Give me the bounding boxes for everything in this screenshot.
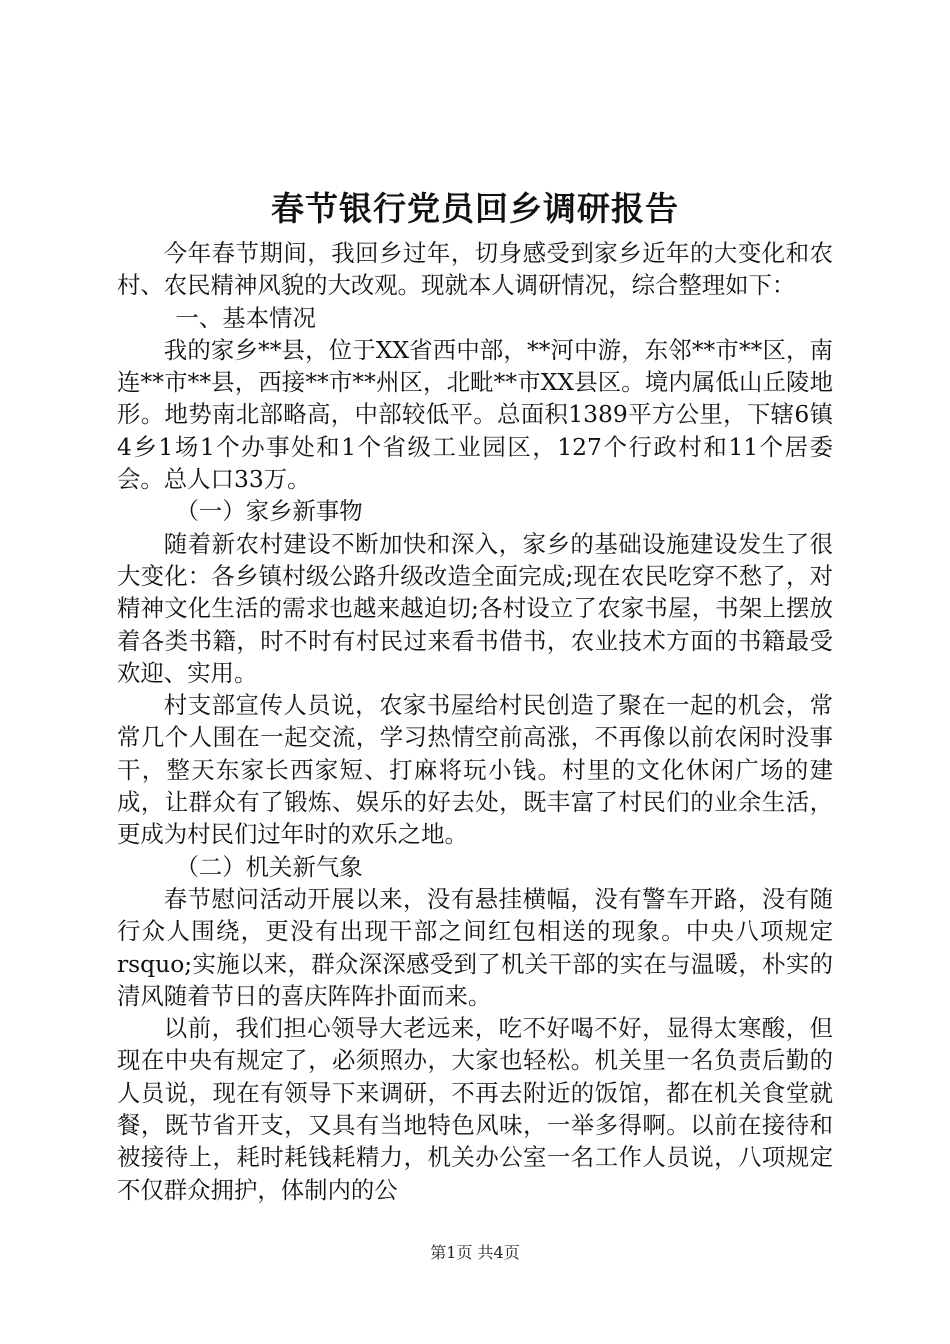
paragraph-intro: 今年春节期间，我回乡过年，切身感受到家乡近年的大变化和农村、农民精神风貌的大改观。现就本人调研情况，综合整理如下：: [117, 239, 833, 300]
document-title: 春节银行党员回乡调研报告: [271, 189, 679, 228]
paragraph-reception: 以前，我们担心领导大老远来，吃不好喝不好，显得太寒酸，但现在中央有规定了，必须照办，大家也轻松。机关里一名负责后勤的人员说，现在有领导下来调研，不再去附近的饭馆，都在机关食堂就餐，既节省开支，又具有当地特色风味，一举多得啊。以前在接待和被接待上，耗时耗钱耗精力，机关办公室一名工作人员说，八项规定不仅群众拥护，体制内的公: [117, 1014, 833, 1204]
paragraph-library: 村支部宣传人员说，农家书屋给村民创造了聚在一起的机会，常常几个人围在一起交流，学习热情空前高涨，不再像以前农闲时没事干，整天东家长西家短、打麻将玩小钱。村里的文化休闲广场的建成，让群众有了锻炼、娱乐的好去处，既丰富了村民们的业余生活，更成为村民们过年时的欢乐之地。: [117, 691, 833, 849]
section-heading-basic: 一、基本情况: [175, 303, 316, 332]
paragraph-condolence: 春节慰问活动开展以来，没有悬挂横幅，没有警车开路，没有随行众人围绕，更没有出现干部之间红包相送的现象。中央八项规定rsquo;实施以来，群众深深感受到了机关干部的实在与温暖，朴实的清风随着节日的喜庆阵阵扑面而来。: [117, 884, 833, 1010]
document-body: [117, 237, 833, 1206]
subsection-heading-new-atmosphere: （二）机关新气象: [175, 852, 363, 881]
subsection-heading-new-things: （一）家乡新事物: [175, 497, 363, 526]
page-number-footer: 第1页 共4页: [430, 1243, 520, 1262]
paragraph-new-countryside: 随着新农村建设不断加快和深入，家乡的基础设施建设发生了很大变化：各乡镇村级公路升级改造全面完成;现在农民吃穿不愁了，对精神文化生活的需求也越来越迫切;各村设立了农家书屋，书架上摆放着各类书籍，时不时有村民过来看书借书，农业技术方面的书籍最受欢迎、实用。: [117, 529, 833, 687]
paragraph-hometown: 我的家乡**县，位于XX省西中部，**河中游，东邻**市**区，南连**市**县，西接**市**州区，北毗**市XX县区。境内属低山丘陵地形。地势南北部略高，中部较低平。总面积1389平方公里，下辖6镇4乡1场1个办事处和1个省级工业园区，127个行政村和11个居委会。总人口33万。: [117, 335, 833, 494]
